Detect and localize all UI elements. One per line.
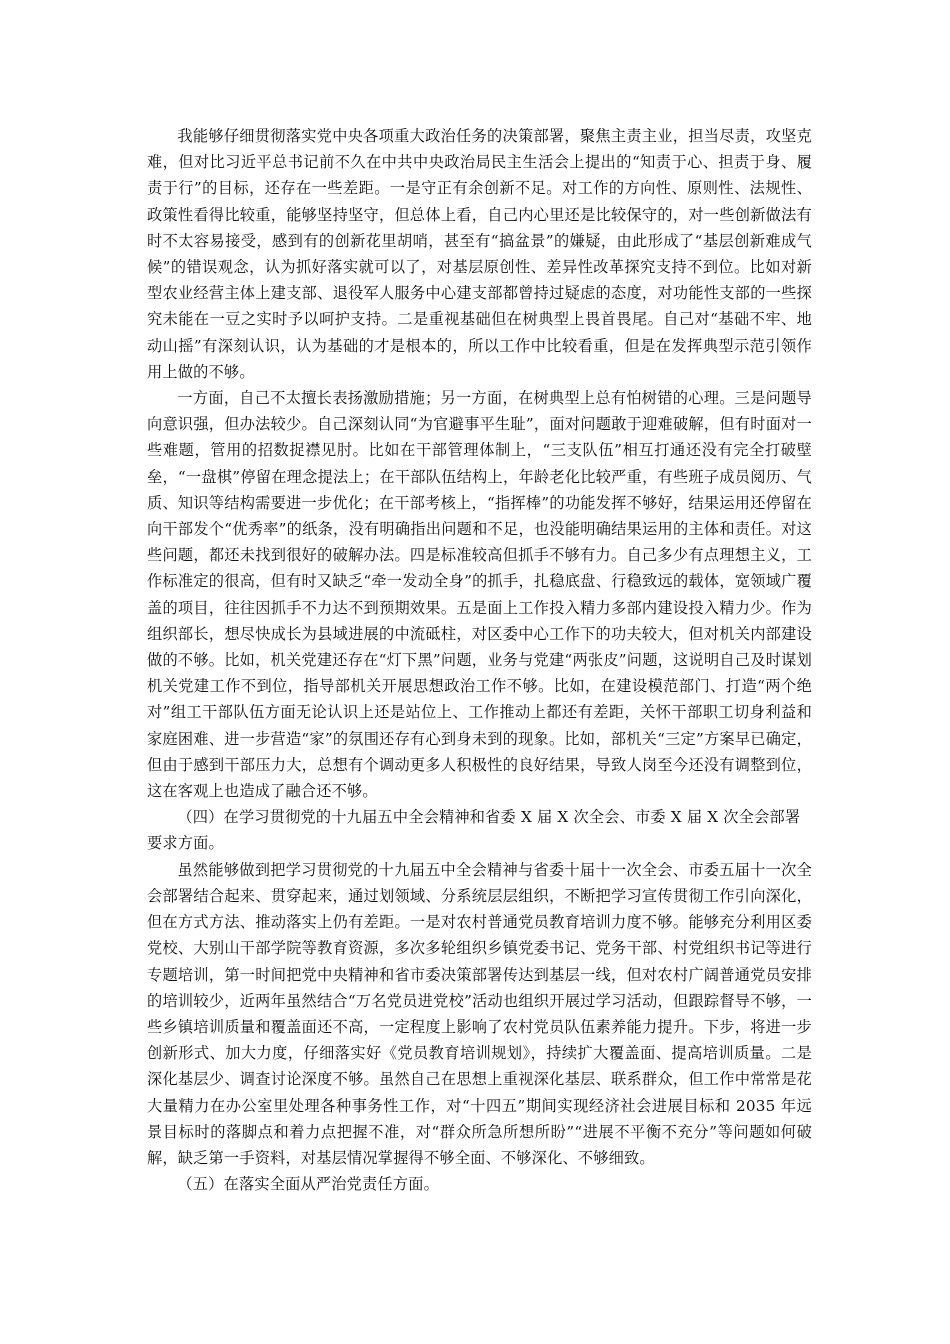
section-heading-5: （五）在落实全面从严治党责任方面。 bbox=[177, 1175, 439, 1194]
document-body bbox=[147, 123, 812, 1197]
paragraph-2: 一方面，自己不太擅长表扬激励措施；另一方面，在树典型上总有怕树错的心理。三是问题导向意识强，但办法较少。自己深刻认同“为官避事平生耻”，面对问题敢于迎难破解，但有时面对一些难题，管用的招数捉襟见肘。比如在干部管理体制上，“三支队伍”相互打通还没有完全打破壁垒，“一盘棋”停留在理念提法上；在干部队伍结构上，年龄老化比较严重，有些班子成员阅历、气质、知识等结构需要进一步优化；在干部考核上，“指挥棒”的功能发挥不够好，结果运用还停留在向干部发个“优秀率”的纸条，没有明确指出问题和不足，也没能明确结果运用的主体和责任。对这些问题，都还未找到很好的破解办法。四是标准较高但抓手不够有力。自己多少有点理想主义，工作标准定的很高，但有时又缺乏“牵一发动全身”的抓手，扎稳底盘、行稳致远的载体，宽领域广覆盖的项目，往往因抓手不力达不到预期效果。五是面上工作投入精力多部内建设投入精力少。作为组织部长，想尽快成长为县域进展的中流砥柱，对区委中心工作下的功夫较大，但对机关内部建设做的不够。比如，机关党建还存在“灯下黑”问题，业务与党建“两张皮”问题，这说明自己及时谋划机关党建工作不到位，指导部机关开展思想政治工作不够。比如，在建设模范部门、打造“两个绝对”组工干部队伍方面无论认识上还是站位上、工作推动上都还有差距，关怀干部职工切身利益和家庭困难、进一步营造“家”的氛围还存有心到身未到的现象。比如，部机关“三定”方案早已确定，但由于感到干部压力大，总想有个调动更多人积极性的良好结果，导致人岗至今还没有调整到位，这在客观上也造成了融合还不够。 bbox=[147, 389, 812, 801]
paragraph-3: 虽然能够做到把学习贯彻党的十九届五中全会精神与省委十届十一次全会、市委五届十一次全会部署结合起来、贯穿起来，通过划领域、分系统层层组织，不断把学习宣传贯彻工作引向深化，但在方式方法、推动落实上仍有差距。一是对农村普通党员教育培训力度不够。能够充分利用区委党校、大别山干部学院等教育资源，多次多轮组织乡镇党委书记、党务干部、村党组织书记等进行专题培训，第一时间把党中央精神和省市委决策部署传达到基层一线，但对农村广阔普通党员安排的培训较少，近两年虽然结合“万名党员进党校”活动也组织开展过学习活动，但跟踪督导不够，一些乡镇培训质量和覆盖面还不高，一定程度上影响了农村党员队伍素养能力提升。下步，将进一步创新形式、加大力度，仔细落实好《党员教育培训规划》，持续扩大覆盖面、提高培训质量。二是深化基层少、调查讨论深度不够。虽然自己在思想上重视深化基层、联系群众，但工作中常常是花大量精力在办公室里处理各种事务性工作，对“十四五”期间实现经济社会进展目标和 2035 年远景目标时的落脚点和着力点把握不准，对“群众所急所想所盼”“进展不平衡不充分”等问题如何破解，缺乏第一手资料，对基层情况掌握得不够全面、不够深化、不够细致。 bbox=[147, 860, 812, 1167]
paragraph-1: 我能够仔细贯彻落实党中央各项重大政治任务的决策部署，聚焦主责主业，担当尽责，攻坚克难，但对比习近平总书记前不久在中共中央政治局民主生活会上提出的“知责于心、担责于身、履责于行”的目标，还存在一些差距。一是守正有余创新不足。对工作的方向性、原则性、法规性、政策性看得比较重，能够坚持坚守，但总体上看，自己内心里还是比较保守的，对一些创新做法有时不太容易接受，感到有的创新花里胡哨，甚至有“搞盆景”的嫌疑，由此形成了“基层创新难成气候”的错误观念，认为抓好落实就可以了，对基层原创性、差异性改革探究支持不到位。比如对新型农业经营主体上建支部、退役军人服务中心建支部都曾持过疑虑的态度，对功能性支部的一些探究未能在一豆之实时予以呵护支持。二是重视基础但在树典型上畏首畏尾。自己对“基础不牢、地动山摇”有深刻认识，认为基础的才是根本的，所以工作中比较看重，但是在发挥典型示范引领作用上做的不够。 bbox=[147, 127, 812, 381]
section-heading-4: （四）在学习贯彻党的十九届五中全会精神和省委 X 届 X 次全会、市委 X 届 X 次全会部署要求方面。 bbox=[147, 808, 801, 853]
